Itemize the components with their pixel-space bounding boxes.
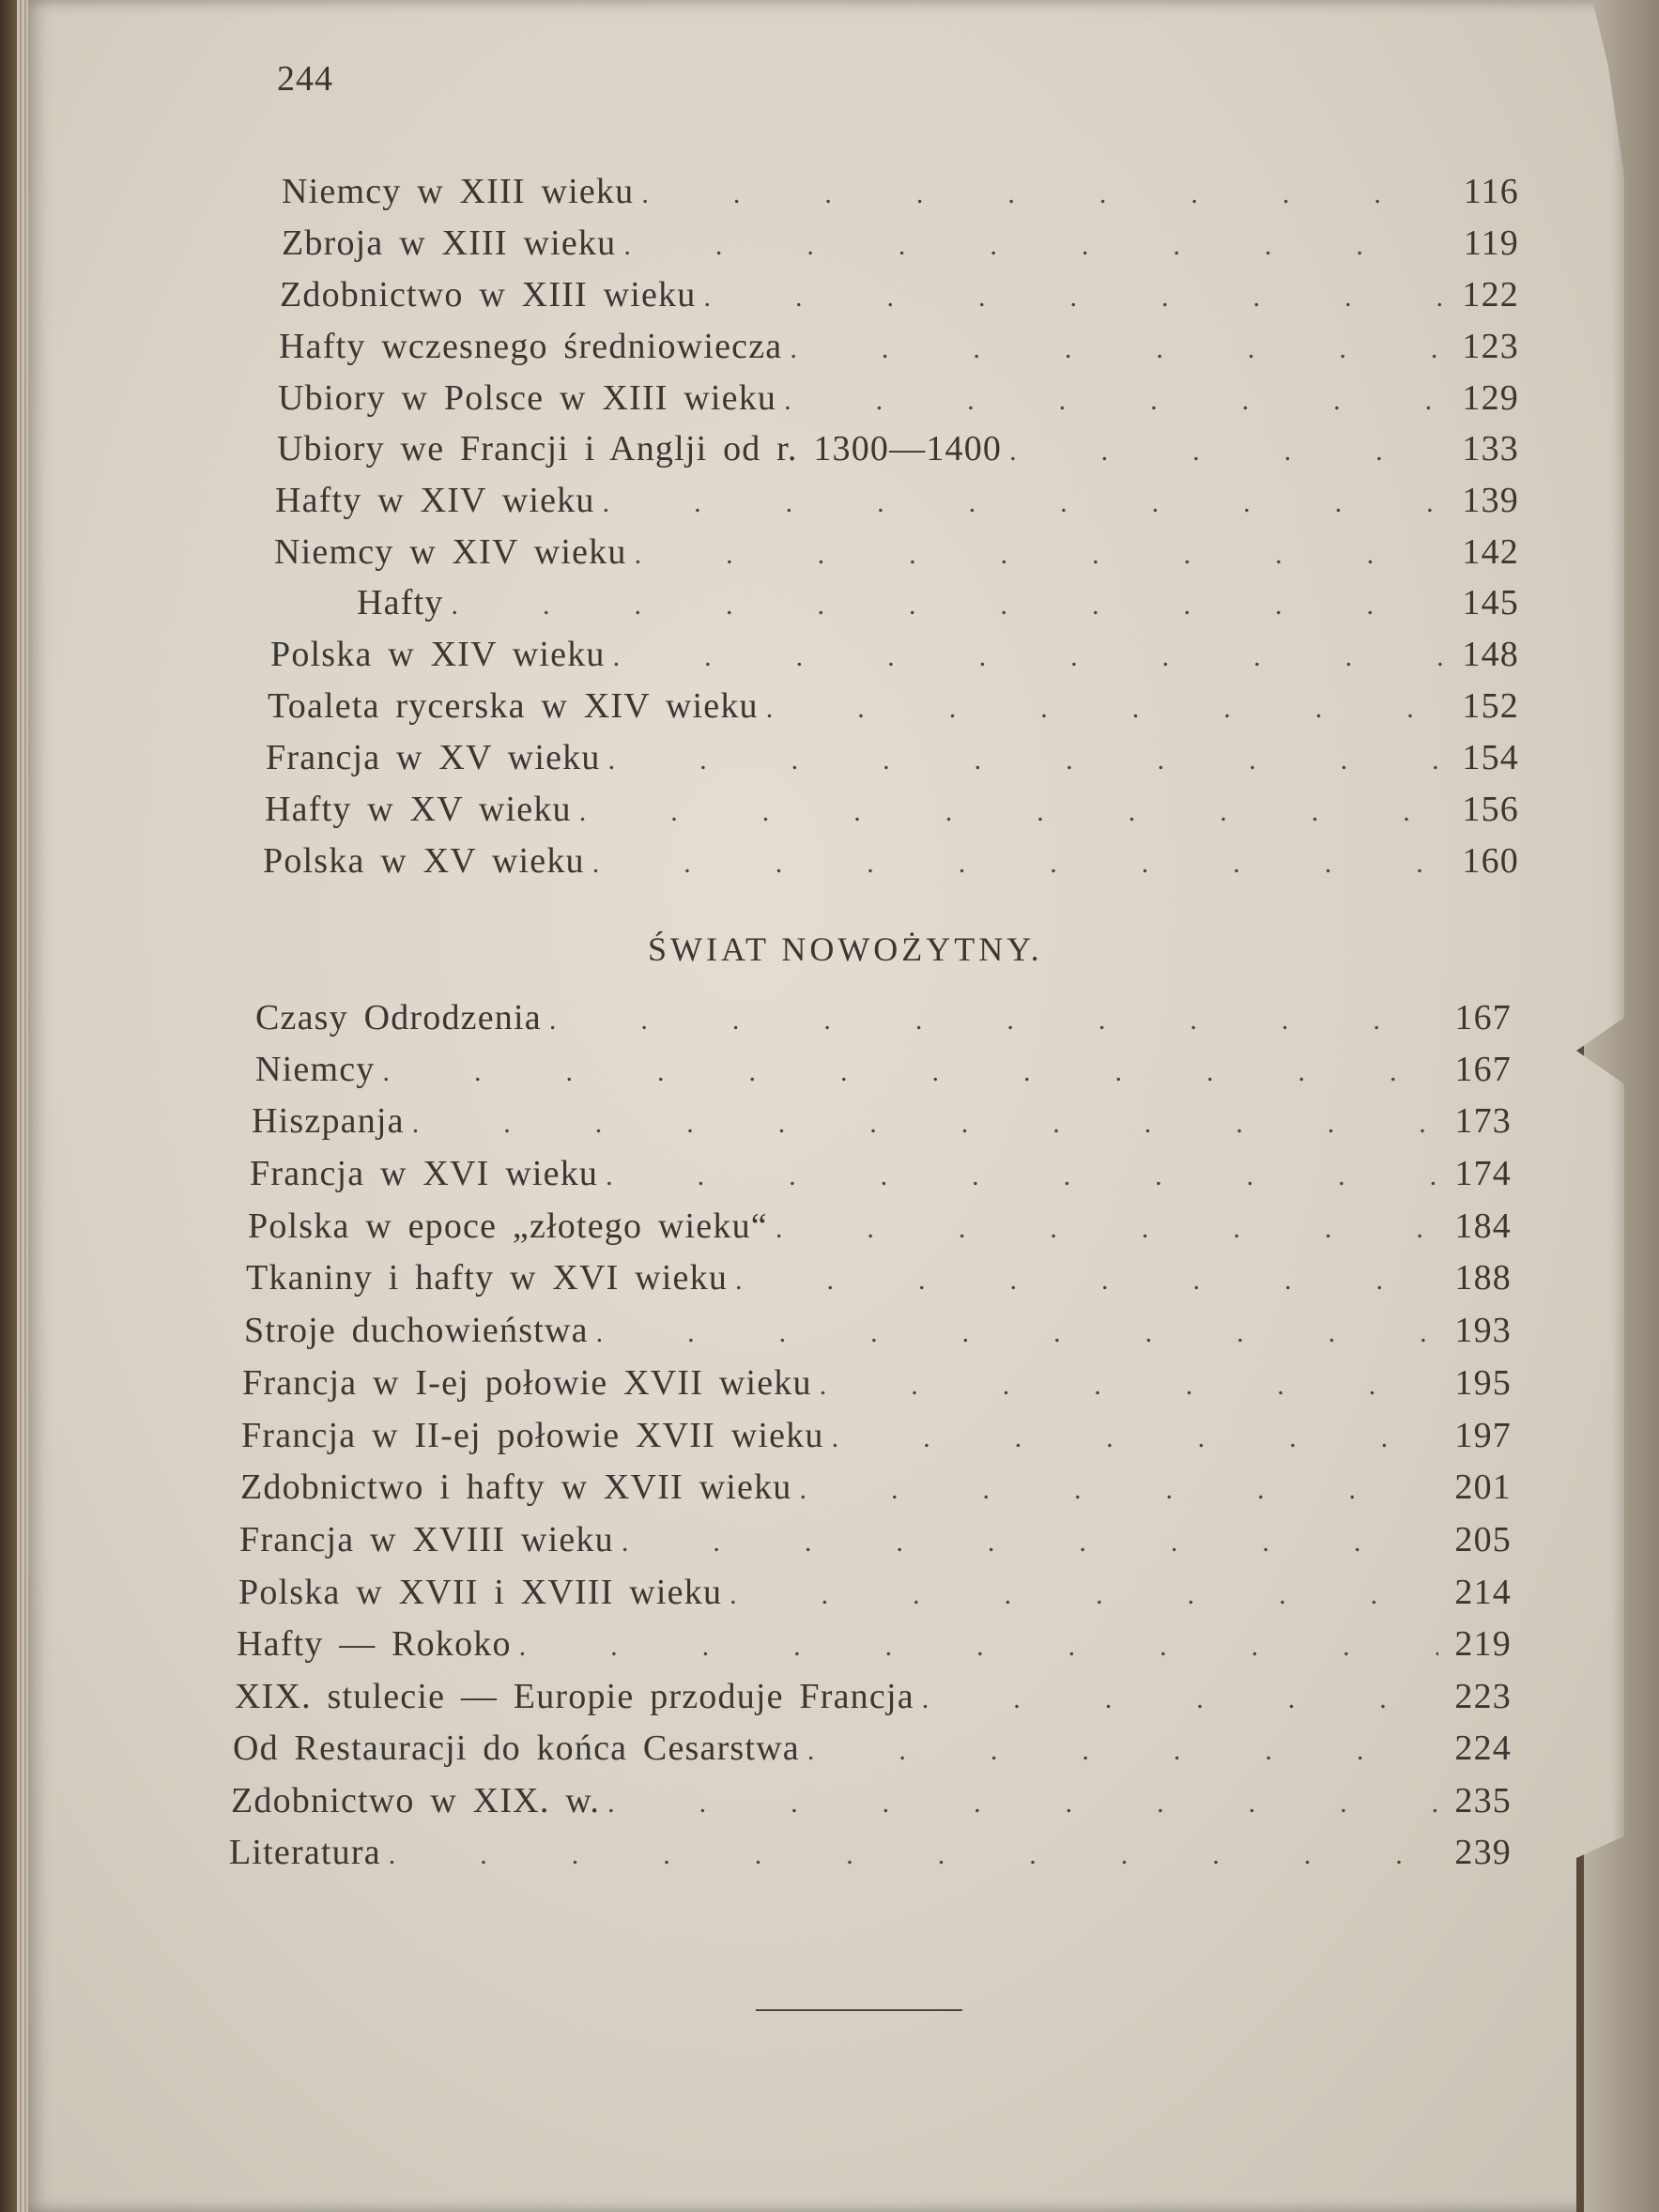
toc-entry-title: Polska w XV wieku xyxy=(263,841,585,881)
toc-entry-title: Hafty — Rokoko xyxy=(237,1624,512,1664)
toc-entry-title: Francja w XVIII wieku xyxy=(239,1520,614,1559)
toc-entry-title: Czasy Odrodzenia xyxy=(255,998,542,1037)
toc-entry-title: Hafty w XV wieku xyxy=(265,790,572,829)
toc-leader-dots xyxy=(730,1572,1438,1613)
toc-leader-dots xyxy=(799,1467,1438,1508)
toc-entry xyxy=(282,171,1519,214)
toc-entry-page: 195 xyxy=(1454,1363,1512,1403)
toc-entry xyxy=(275,480,1519,523)
toc-entry-page: 201 xyxy=(1454,1467,1512,1507)
toc-entry-title: Zdobnictwo i hafty w XVII wieku xyxy=(240,1467,792,1507)
toc-entry xyxy=(248,1206,1512,1249)
toc-leader-dots xyxy=(766,685,1446,727)
toc-leader-dots xyxy=(820,1362,1438,1404)
toc-leader-dots xyxy=(703,274,1446,315)
toc-entry xyxy=(278,377,1519,421)
toc-entry xyxy=(266,737,1519,780)
toc-leader-dots xyxy=(389,1832,1438,1873)
toc-entry-title: Polska w XIV wieku xyxy=(270,635,606,674)
toc-entry-title: Niemcy xyxy=(255,1050,376,1089)
toc-entry-page: 160 xyxy=(1462,841,1519,881)
toc-entry-title: Ubiory w Polsce w XIII wieku xyxy=(278,378,777,418)
toc-leader-dots xyxy=(607,1780,1438,1821)
section-heading: ŚWIAT NOWOŻYTNY. xyxy=(648,930,1043,968)
toc-entry-page: 133 xyxy=(1462,429,1519,469)
toc-entry-page: 197 xyxy=(1454,1416,1512,1455)
toc-entry-page: 235 xyxy=(1454,1781,1512,1820)
toc-leader-dots xyxy=(412,1100,1438,1142)
toc-leader-dots xyxy=(776,1206,1438,1247)
toc-entry-page: 148 xyxy=(1462,635,1519,674)
toc-entry-title: XIX. stulecie — Europie przoduje Francja xyxy=(235,1677,914,1716)
toc-entry xyxy=(252,1100,1512,1144)
toc-entry-page: 129 xyxy=(1462,378,1519,418)
toc-leader-dots xyxy=(1009,428,1446,469)
toc-leader-dots xyxy=(623,223,1446,264)
toc-leader-dots xyxy=(592,840,1446,882)
toc-entry-title: Toaleta rycerska w XIV wieku xyxy=(268,686,759,726)
toc-entry xyxy=(263,840,1519,883)
toc-entry-page: 173 xyxy=(1454,1101,1512,1141)
toc-leader-dots xyxy=(735,1257,1438,1298)
toc-entry xyxy=(235,1676,1512,1719)
toc-leader-dots xyxy=(549,997,1438,1038)
toc-entry xyxy=(357,582,1519,625)
toc-entry-page: 214 xyxy=(1454,1573,1512,1612)
toc-entry-page: 152 xyxy=(1462,686,1519,726)
toc-entry-page: 205 xyxy=(1454,1520,1512,1559)
toc-entry xyxy=(280,274,1519,317)
toc-entry-page: 174 xyxy=(1454,1154,1512,1193)
toc-entry-title: Tkaniny i hafty w XVI wieku xyxy=(246,1258,729,1298)
toc-entry-page: 223 xyxy=(1454,1677,1512,1716)
toc-entry xyxy=(239,1519,1512,1562)
toc-entry-page: 145 xyxy=(1462,583,1519,622)
toc-entry-page: 224 xyxy=(1454,1728,1512,1768)
toc-entry-page: 193 xyxy=(1454,1311,1512,1350)
toc-entry-title: Stroje duchowieństwa xyxy=(244,1311,589,1350)
toc-entry xyxy=(282,223,1519,266)
toc-entry-title: Ubiory we Francji i Anglji od r. 1300—1400 xyxy=(277,429,1003,469)
toc-entry xyxy=(240,1467,1512,1510)
toc-leader-dots xyxy=(603,480,1446,521)
toc-entry xyxy=(255,997,1512,1040)
toc-entry-page: 184 xyxy=(1454,1206,1512,1246)
toc-entry xyxy=(237,1623,1512,1667)
toc-entry xyxy=(241,1415,1512,1458)
toc-entry-page: 167 xyxy=(1454,998,1512,1037)
toc-leader-dots xyxy=(922,1676,1438,1717)
toc-entry-title: Hiszpanja xyxy=(252,1101,405,1141)
toc-leader-dots xyxy=(790,326,1446,367)
toc-leader-dots xyxy=(622,1519,1438,1560)
toc-entry-title: Francja w XVI wieku xyxy=(250,1154,599,1193)
toc-entry xyxy=(242,1362,1512,1406)
toc-entry-page: 167 xyxy=(1454,1050,1512,1089)
toc-entry-page: 123 xyxy=(1462,327,1519,366)
toc-entry-page: 142 xyxy=(1462,532,1519,572)
toc-entry xyxy=(231,1780,1512,1823)
toc-leader-dots xyxy=(613,634,1446,675)
toc-leader-dots xyxy=(784,377,1446,419)
toc-entry-title: Hafty w XIV wieku xyxy=(275,481,595,520)
toc-entry-page: 219 xyxy=(1454,1624,1512,1664)
end-rule-divider xyxy=(756,2009,962,2011)
toc-leader-dots xyxy=(608,737,1446,778)
toc-entry-title: Zbroja w XIII wieku xyxy=(282,223,617,263)
toc-entry-title: Niemcy w XIII wieku xyxy=(282,172,635,211)
toc-entry xyxy=(250,1153,1512,1196)
toc-entry xyxy=(279,326,1519,369)
toc-entry xyxy=(268,685,1519,729)
toc-entry xyxy=(246,1257,1512,1300)
toc-entry-page: 188 xyxy=(1454,1258,1512,1298)
toc-leader-dots xyxy=(596,1310,1438,1351)
toc-entry xyxy=(238,1572,1512,1615)
toc-entry xyxy=(244,1310,1512,1353)
toc-entry xyxy=(255,1049,1512,1092)
toc-entry-page: 156 xyxy=(1462,790,1519,829)
toc-entry xyxy=(229,1832,1512,1875)
toc-entry-title: Polska w epoce „złotego wieku“ xyxy=(248,1206,768,1246)
toc-leader-dots xyxy=(807,1728,1438,1769)
toc-entry-title: Hafty wczesnego średniowiecza xyxy=(279,327,783,366)
toc-leader-dots xyxy=(832,1415,1438,1456)
toc-entry-title: Francja w I-ej połowie XVII wieku xyxy=(242,1363,812,1403)
toc-entry-page: 239 xyxy=(1454,1833,1512,1872)
toc-leader-dots xyxy=(519,1623,1438,1665)
toc-leader-dots xyxy=(452,582,1446,623)
toc-entry-title: Od Restauracji do końca Cesarstwa xyxy=(233,1728,800,1768)
toc-entry-title: Literatura xyxy=(229,1833,381,1872)
toc-entry-title: Hafty xyxy=(357,583,444,622)
toc-leader-dots xyxy=(579,789,1446,830)
toc-entry-page: 154 xyxy=(1462,738,1519,777)
toc-entry-page: 116 xyxy=(1463,172,1519,211)
toc-entry-title: Niemcy w XIV wieku xyxy=(274,532,627,572)
toc-entry-title: Zdobnictwo w XIII wieku xyxy=(280,275,697,315)
toc-entry xyxy=(265,789,1519,832)
toc-entry-page: 119 xyxy=(1463,223,1519,263)
toc-entry xyxy=(274,531,1519,575)
page-number: 244 xyxy=(277,59,333,99)
toc-entry-title: Polska w XVII i XVIII wieku xyxy=(238,1573,723,1612)
toc-leader-dots xyxy=(383,1049,1439,1090)
toc-entry-title: Zdobnictwo w XIX. w. xyxy=(231,1781,601,1820)
toc-leader-dots xyxy=(606,1153,1438,1194)
toc-entry xyxy=(270,634,1519,677)
toc-entry-page: 139 xyxy=(1462,481,1519,520)
toc-entry-title: Francja w XV wieku xyxy=(266,738,601,777)
toc-leader-dots xyxy=(635,531,1446,573)
toc-entry xyxy=(277,428,1519,471)
toc-entry-title: Francja w II-ej połowie XVII wieku xyxy=(241,1416,824,1455)
toc-entry-page: 122 xyxy=(1462,275,1519,315)
toc-leader-dots xyxy=(641,171,1446,212)
toc-entry xyxy=(233,1728,1512,1771)
